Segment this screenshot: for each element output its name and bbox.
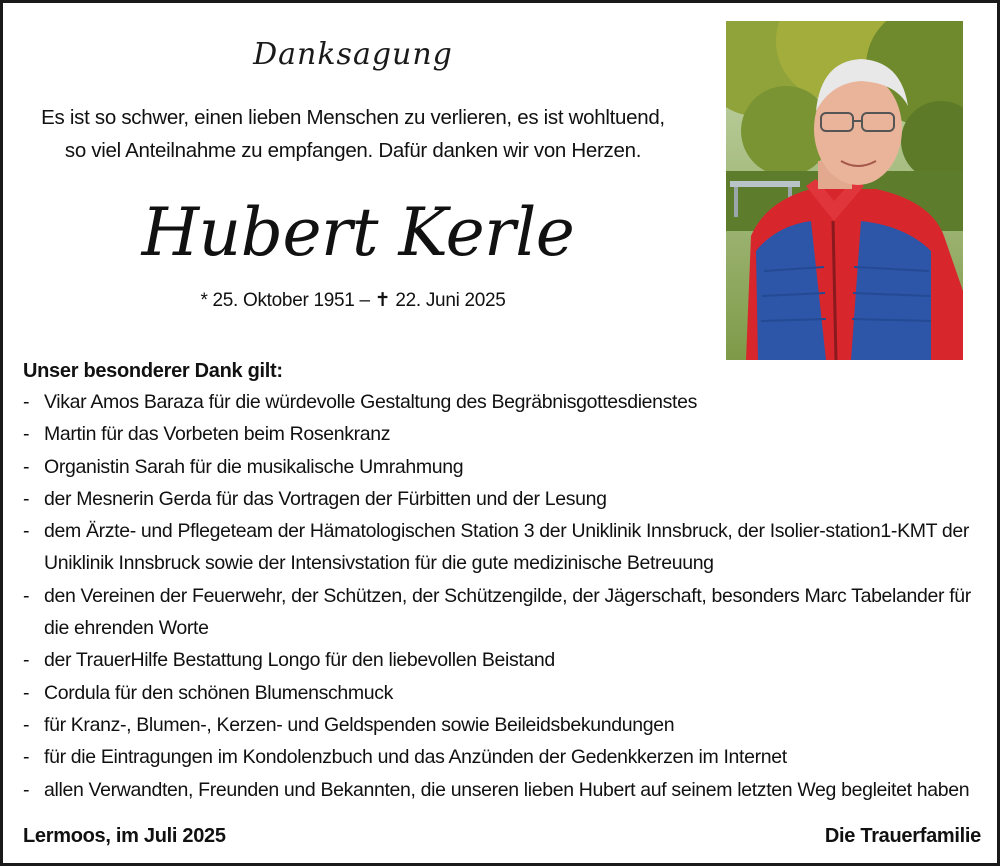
life-dates: * 25. Oktober 1951 – ✝ 22. Juni 2025 xyxy=(200,290,506,311)
intro-line-2: so viel Anteilnahme zu empfangen. Dafür danken wir von Herzen. xyxy=(64,139,642,162)
portrait-illustration xyxy=(726,21,963,360)
list-item: - Vikar Amos Baraza für die würdevolle Gestaltung des Begräbnisgottesdienstes xyxy=(23,391,698,413)
list-item: - Organistin Sarah für die musikalische Umrahmung xyxy=(23,455,464,478)
list-item: - Martin für das Vorbeten beim Rosenkranz xyxy=(23,423,391,446)
list-item: - allen Verwandten, Freunden und Bekannten, die unseren lieben Hubert auf seinem letzten Weg begleitet haben xyxy=(23,778,970,801)
list-item-text: der Mesnerin Gerda für das Vortragen der Fürbitten und der Lesung xyxy=(44,487,607,510)
heading: Danksagung xyxy=(253,37,453,72)
list-item-text: Vikar Amos Baraza für die würdevolle Gestaltung des Begräbnisgottesdienstes xyxy=(44,391,698,413)
thanks-title: Unser besonderer Dank gilt: xyxy=(23,360,283,382)
intro-line-1: Es ist so schwer, einen lieben Menschen zu verlieren, es ist wohltuend, xyxy=(41,106,665,129)
thanks-list xyxy=(23,386,983,806)
list-item: - für die Eintragungen im Kondolenzbuch und das Anzünden der Gedenkkerzen im Internet xyxy=(23,746,787,769)
deceased-name: Hubert Kerle xyxy=(141,194,575,271)
list-item-text: Organistin Sarah für die musikalische Umrahmung xyxy=(44,455,464,478)
thanks-section xyxy=(23,356,983,806)
list-item-text: der TrauerHilfe Bestattung Longo für den liebevollen Beistand xyxy=(44,649,555,672)
list-item-text: den Vereinen der Feuerwehr, der Schützen, der Schützengilde, der Jägerschaft, besonders Marc Tabelander für die ehrenden Worte xyxy=(44,584,971,640)
list-item-text: allen Verwandten, Freunden und Bekannten, die unseren lieben Hubert auf seinem letzten Weg begleitet haben xyxy=(44,778,970,801)
list-item: - dem Ärzte- und Pflegeteam der Hämatologischen Station 3 der Uniklinik Innsbruck, der Isolier-station1-KMT der Uniklinik Innsbruck sowie der Intensivstation für die gute medizinische Betreuung xyxy=(23,520,970,575)
list-item-text: Martin für das Vorbeten beim Rosenkranz xyxy=(44,423,391,446)
place-date: Lermoos, im Juli 2025 xyxy=(23,825,226,847)
list-item: - der Mesnerin Gerda für das Vortragen der Fürbitten und der Lesung xyxy=(23,487,607,510)
list-item: - für Kranz-, Blumen-, Kerzen- und Geldspenden sowie Beileidsbekundungen xyxy=(23,713,675,736)
list-item: - den Vereinen der Feuerwehr, der Schützen, der Schützengilde, der Jägerschaft, besonders Marc Tabelander für die ehrenden Worte xyxy=(23,584,971,640)
intro-text xyxy=(23,101,683,167)
list-item: - Cordula für den schönen Blumenschmuck xyxy=(23,681,394,704)
list-item-text: dem Ärzte- und Pflegeteam der Hämatologischen Station 3 der Uniklinik Innsbruck, der Isolier-station1-KMT der Uniklinik Innsbruck sowie der Intensivstation für die gute medizinische Betreuung xyxy=(44,520,970,575)
list-item-text: für Kranz-, Blumen-, Kerzen- und Geldspenden sowie Beileidsbekundungen xyxy=(44,713,675,736)
list-item-text: Cordula für den schönen Blumenschmuck xyxy=(44,681,394,704)
list-item-text: für die Eintragungen im Kondolenzbuch und das Anzünden der Gedenkkerzen im Internet xyxy=(44,746,787,769)
portrait-photo xyxy=(726,21,963,360)
signature-family: Die Trauerfamilie xyxy=(824,825,981,847)
list-item: - der TrauerHilfe Bestattung Longo für den liebevollen Beistand xyxy=(23,649,555,672)
